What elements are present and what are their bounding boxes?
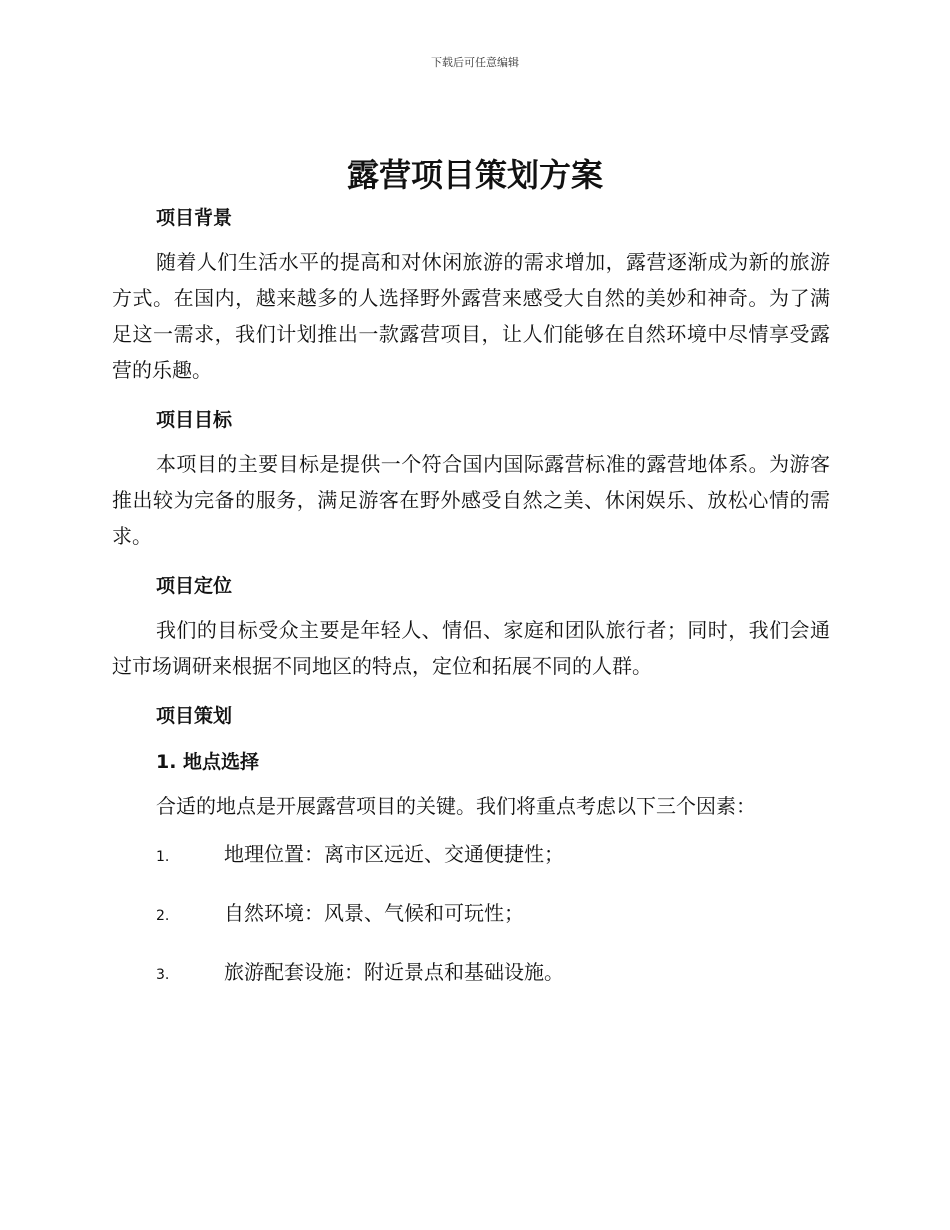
document-title: 露营项目策划方案 bbox=[346, 156, 603, 194]
document-body bbox=[112, 198, 830, 993]
page-header-note: 下载后可任意编辑 bbox=[431, 56, 519, 69]
list-item-text: 自然环境：风景、气候和可玩性； bbox=[224, 901, 524, 925]
list-item-number: 2. bbox=[156, 908, 170, 924]
section-heading-goal: 项目目标 bbox=[156, 409, 233, 431]
section-paragraph-goal: 本项目的主要目标是提供一个符合国内国际露营标准的露营地体系。为游客推出较为完备的服务，满足游客在野外感受自然之美、休闲娱乐、放松心情的需求。 bbox=[112, 452, 830, 548]
list-item bbox=[112, 895, 830, 934]
section-heading-planning: 项目策划 bbox=[156, 705, 233, 727]
section-paragraph-positioning: 我们的目标受众主要是年轻人、情侣、家庭和团队旅行者；同时，我们会通过市场调研来根据不同地区的特点，定位和拓展不同的人群。 bbox=[112, 618, 830, 678]
list-item-text: 地理位置：离市区远近、交通便捷性； bbox=[224, 842, 564, 866]
section-heading-positioning: 项目定位 bbox=[156, 575, 233, 597]
list-item bbox=[112, 954, 830, 993]
list-item-text: 旅游配套设施：附近景点和基础设施。 bbox=[224, 960, 564, 984]
section-paragraph-background: 随着人们生活水平的提高和对休闲旅游的需求增加，露营逐渐成为新的旅游方式。在国内，越来越多的人选择野外露营来感受大自然的美妙和神奇。为了满足这一需求，我们计划推出一款露营项目，让人们能够在自然环境中尽情享受露营的乐趣。 bbox=[112, 250, 830, 382]
subsection-intro: 合适的地点是开展露营项目的关键。我们将重点考虑以下三个因素： bbox=[156, 794, 756, 818]
section-heading-background: 项目背景 bbox=[156, 207, 233, 229]
subsection-heading-location: 1. 地点选择 bbox=[156, 751, 260, 773]
list-item-number: 3. bbox=[156, 967, 170, 983]
list-item-number: 1. bbox=[156, 849, 170, 865]
list-item bbox=[112, 836, 830, 875]
